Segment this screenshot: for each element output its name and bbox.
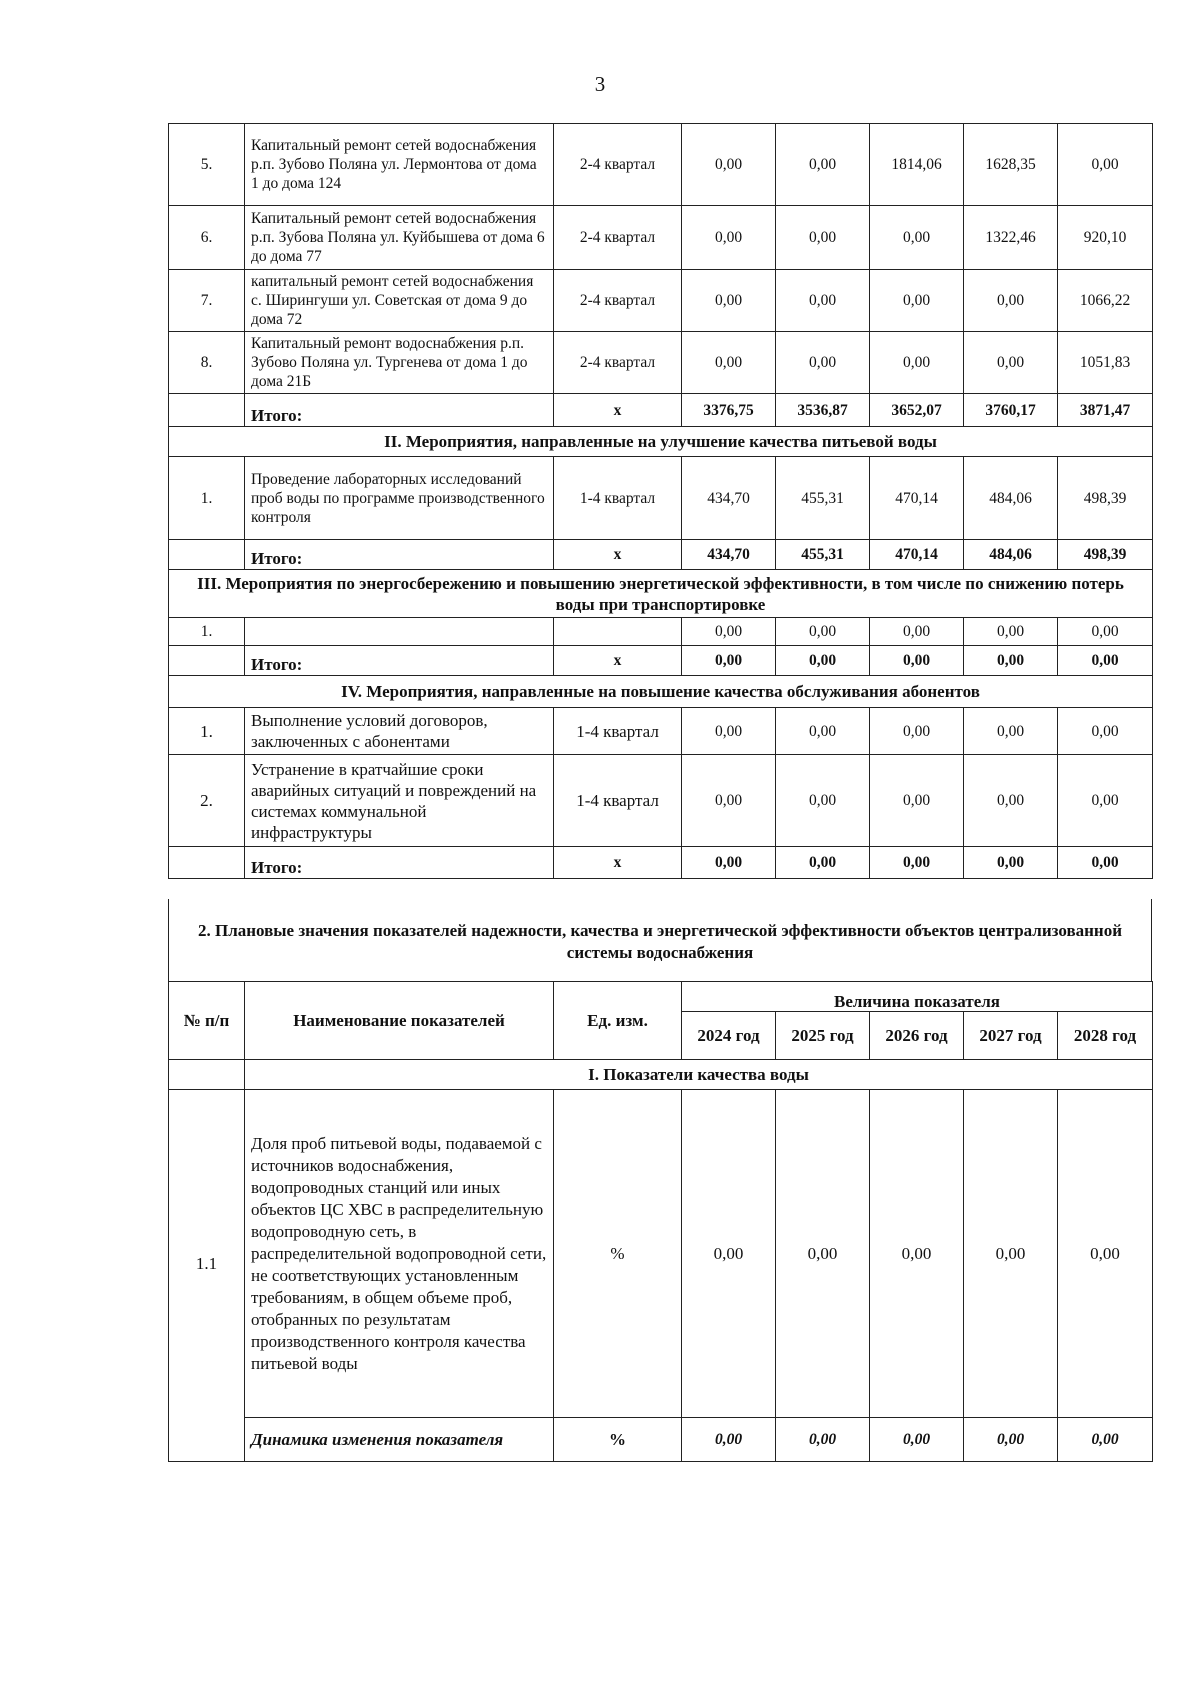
total-2028: 498,39 bbox=[1058, 540, 1153, 570]
column-header-number: № п/п bbox=[169, 982, 245, 1060]
year-header: 2027 год bbox=[964, 1012, 1058, 1060]
value-2024: 0,00 bbox=[682, 124, 776, 206]
dynamics-label: Динамика изменения показателя bbox=[245, 1418, 554, 1462]
value-2025: 455,31 bbox=[776, 457, 870, 540]
total-2026: 0,00 bbox=[870, 847, 964, 879]
measure-period: 1-4 квартал bbox=[554, 708, 682, 755]
measure-name: Капитальный ремонт сетей водоснабжения р.п. Зубова Поляна ул. Куйбышева от дома 6 до дома 77 bbox=[245, 206, 554, 270]
dynamics-2026: 0,00 bbox=[870, 1418, 964, 1462]
total-2028: 0,00 bbox=[1058, 847, 1153, 879]
total-x: х bbox=[554, 646, 682, 676]
table-row bbox=[169, 755, 1153, 847]
total-label: Итого: bbox=[245, 394, 554, 427]
year-header: 2024 год bbox=[682, 1012, 776, 1060]
total-2024: 0,00 bbox=[682, 646, 776, 676]
measure-period: 2-4 квартал bbox=[554, 332, 682, 394]
total-2025: 455,31 bbox=[776, 540, 870, 570]
value-2024: 0,00 bbox=[682, 1090, 776, 1418]
value-2026: 0,00 bbox=[870, 708, 964, 755]
value-2028: 0,00 bbox=[1058, 124, 1153, 206]
value-2024: 0,00 bbox=[682, 618, 776, 646]
value-2027: 0,00 bbox=[964, 1090, 1058, 1418]
total-row bbox=[169, 540, 1153, 570]
value-2027: 484,06 bbox=[964, 457, 1058, 540]
value-2026: 0,00 bbox=[870, 270, 964, 332]
page-number: 3 bbox=[594, 72, 606, 96]
section-row bbox=[169, 570, 1153, 618]
measure-name: Проведение лабораторных исследований проб воды по программе производственного контроля bbox=[245, 457, 554, 540]
value-2027: 1628,35 bbox=[964, 124, 1058, 206]
value-2027: 0,00 bbox=[964, 708, 1058, 755]
table-row bbox=[169, 270, 1153, 332]
section-heading-4: IV. Мероприятия, направленные на повышение качества обслуживания абонентов bbox=[169, 676, 1153, 708]
section-heading-2: II. Мероприятия, направленные на улучшение качества питьевой воды bbox=[169, 427, 1153, 457]
value-2025: 0,00 bbox=[776, 755, 870, 847]
value-2027: 1322,46 bbox=[964, 206, 1058, 270]
dynamics-2025: 0,00 bbox=[776, 1418, 870, 1462]
total-2028: 0,00 bbox=[1058, 646, 1153, 676]
row-number: 1. bbox=[169, 618, 245, 646]
value-2026: 0,00 bbox=[870, 1090, 964, 1418]
measure-name: Капитальный ремонт сетей водоснабжения р.п. Зубово Поляна ул. Лермонтова от дома 1 до дома 124 bbox=[245, 124, 554, 206]
total-row bbox=[169, 394, 1153, 427]
total-2027: 484,06 bbox=[964, 540, 1058, 570]
total-2024: 3376,75 bbox=[682, 394, 776, 427]
measure-period: 1-4 квартал bbox=[554, 457, 682, 540]
year-header: 2025 год bbox=[776, 1012, 870, 1060]
value-2027: 0,00 bbox=[964, 618, 1058, 646]
measure-period: 2-4 квартал bbox=[554, 206, 682, 270]
total-label: Итого: bbox=[245, 847, 554, 879]
value-2026: 0,00 bbox=[870, 206, 964, 270]
value-2025: 0,00 bbox=[776, 618, 870, 646]
value-2024: 0,00 bbox=[682, 270, 776, 332]
dynamics-row bbox=[169, 1418, 1153, 1462]
row-number: 6. bbox=[169, 206, 245, 270]
row-number: 2. bbox=[169, 755, 245, 847]
table-row bbox=[169, 206, 1153, 270]
total-2025: 0,00 bbox=[776, 847, 870, 879]
total-2024: 434,70 bbox=[682, 540, 776, 570]
value-2025: 0,00 bbox=[776, 124, 870, 206]
total-2028: 3871,47 bbox=[1058, 394, 1153, 427]
table-row bbox=[169, 124, 1153, 206]
year-header: 2026 год bbox=[870, 1012, 964, 1060]
total-label: Итого: bbox=[245, 646, 554, 676]
total-x: х bbox=[554, 540, 682, 570]
measure-period: 2-4 квартал bbox=[554, 270, 682, 332]
total-2027: 3760,17 bbox=[964, 394, 1058, 427]
total-2027: 0,00 bbox=[964, 646, 1058, 676]
value-2027: 0,00 bbox=[964, 755, 1058, 847]
value-2028: 0,00 bbox=[1058, 618, 1153, 646]
measure-name: Устранение в кратчайшие сроки аварийных ситуаций и повреждений на системах коммунальной инфраструктуры bbox=[245, 755, 554, 847]
section-row bbox=[169, 676, 1153, 708]
value-2025: 0,00 bbox=[776, 1090, 870, 1418]
measure-period: 1-4 квартал bbox=[554, 755, 682, 847]
total-2024: 0,00 bbox=[682, 847, 776, 879]
value-2028: 498,39 bbox=[1058, 457, 1153, 540]
total-2025: 0,00 bbox=[776, 646, 870, 676]
value-2028: 0,00 bbox=[1058, 755, 1153, 847]
table-row bbox=[169, 618, 1153, 646]
table-row bbox=[169, 332, 1153, 394]
column-header-unit: Ед. изм. bbox=[554, 982, 682, 1060]
value-2028: 920,10 bbox=[1058, 206, 1153, 270]
value-2025: 0,00 bbox=[776, 708, 870, 755]
value-2026: 470,14 bbox=[870, 457, 964, 540]
value-2028: 0,00 bbox=[1058, 708, 1153, 755]
total-x: х bbox=[554, 847, 682, 879]
row-number: 7. bbox=[169, 270, 245, 332]
table-row bbox=[169, 457, 1153, 540]
row-number: 5. bbox=[169, 124, 245, 206]
measures-table bbox=[168, 123, 1153, 879]
total-2026: 0,00 bbox=[870, 646, 964, 676]
value-2024: 0,00 bbox=[682, 755, 776, 847]
value-2024: 0,00 bbox=[682, 332, 776, 394]
total-row bbox=[169, 646, 1153, 676]
value-2026: 0,00 bbox=[870, 618, 964, 646]
section-row bbox=[169, 1060, 1153, 1090]
total-2026: 470,14 bbox=[870, 540, 964, 570]
total-2026: 3652,07 bbox=[870, 394, 964, 427]
value-2027: 0,00 bbox=[964, 270, 1058, 332]
header-row bbox=[169, 982, 1153, 1012]
dynamics-2028: 0,00 bbox=[1058, 1418, 1153, 1462]
value-2028: 1066,22 bbox=[1058, 270, 1153, 332]
measure-name: Выполнение условий договоров, заключенных с абонентами bbox=[245, 708, 554, 755]
dynamics-2027: 0,00 bbox=[964, 1418, 1058, 1462]
total-x: х bbox=[554, 394, 682, 427]
section-row bbox=[169, 427, 1153, 457]
column-header-value: Величина показателя bbox=[682, 982, 1153, 1012]
value-2026: 0,00 bbox=[870, 755, 964, 847]
dynamics-2024: 0,00 bbox=[682, 1418, 776, 1462]
measure-name: капитальный ремонт сетей водоснабжения с. Ширингуши ул. Советская от дома 9 до дома 72 bbox=[245, 270, 554, 332]
value-2024: 434,70 bbox=[682, 457, 776, 540]
row-number: 8. bbox=[169, 332, 245, 394]
section-heading-3: III. Мероприятия по энергосбережению и повышению энергетической эффективности, в том числе по снижению потерь воды при транспортировке bbox=[169, 570, 1153, 618]
total-2025: 3536,87 bbox=[776, 394, 870, 427]
value-2024: 0,00 bbox=[682, 708, 776, 755]
value-2026: 0,00 bbox=[870, 332, 964, 394]
section-heading-quality: I. Показатели качества воды bbox=[245, 1060, 1153, 1090]
value-2024: 0,00 bbox=[682, 206, 776, 270]
indicators-table bbox=[168, 981, 1153, 1462]
row-number: 1. bbox=[169, 457, 245, 540]
total-row bbox=[169, 847, 1153, 879]
measure-period: 2-4 квартал bbox=[554, 124, 682, 206]
section-title: 2. Плановые значения показателей надежности, качества и энергетической эффективности объектов централизованной системы водоснабжения bbox=[197, 921, 1123, 962]
value-2025: 0,00 bbox=[776, 332, 870, 394]
dynamics-unit: % bbox=[554, 1418, 682, 1462]
table-row bbox=[169, 708, 1153, 755]
year-header: 2028 год bbox=[1058, 1012, 1153, 1060]
value-2025: 0,00 bbox=[776, 270, 870, 332]
value-2028: 1051,83 bbox=[1058, 332, 1153, 394]
value-2028: 0,00 bbox=[1058, 1090, 1153, 1418]
indicator-unit: % bbox=[554, 1090, 682, 1418]
measure-name: Капитальный ремонт водоснабжения р.п. Зубово Поляна ул. Тургенева от дома 1 до дома 21Б bbox=[245, 332, 554, 394]
table-row bbox=[169, 1090, 1153, 1418]
row-number: 1. bbox=[169, 708, 245, 755]
value-2025: 0,00 bbox=[776, 206, 870, 270]
indicator-name: Доля проб питьевой воды, подаваемой с источников водоснабжения, водопроводных станций или иных объектов ЦС ХВС в распределительную водопроводную сеть, в распределительной водопроводной сети, не соответствующих установленным требованиям, в общем объеме проб, отобранных по результатам производственного контроля качества питьевой воды bbox=[245, 1090, 554, 1418]
value-2027: 0,00 bbox=[964, 332, 1058, 394]
total-2027: 0,00 bbox=[964, 847, 1058, 879]
value-2026: 1814,06 bbox=[870, 124, 964, 206]
row-number: 1.1 bbox=[169, 1090, 245, 1462]
total-label: Итого: bbox=[245, 540, 554, 570]
column-header-name: Наименование показателей bbox=[245, 982, 554, 1060]
